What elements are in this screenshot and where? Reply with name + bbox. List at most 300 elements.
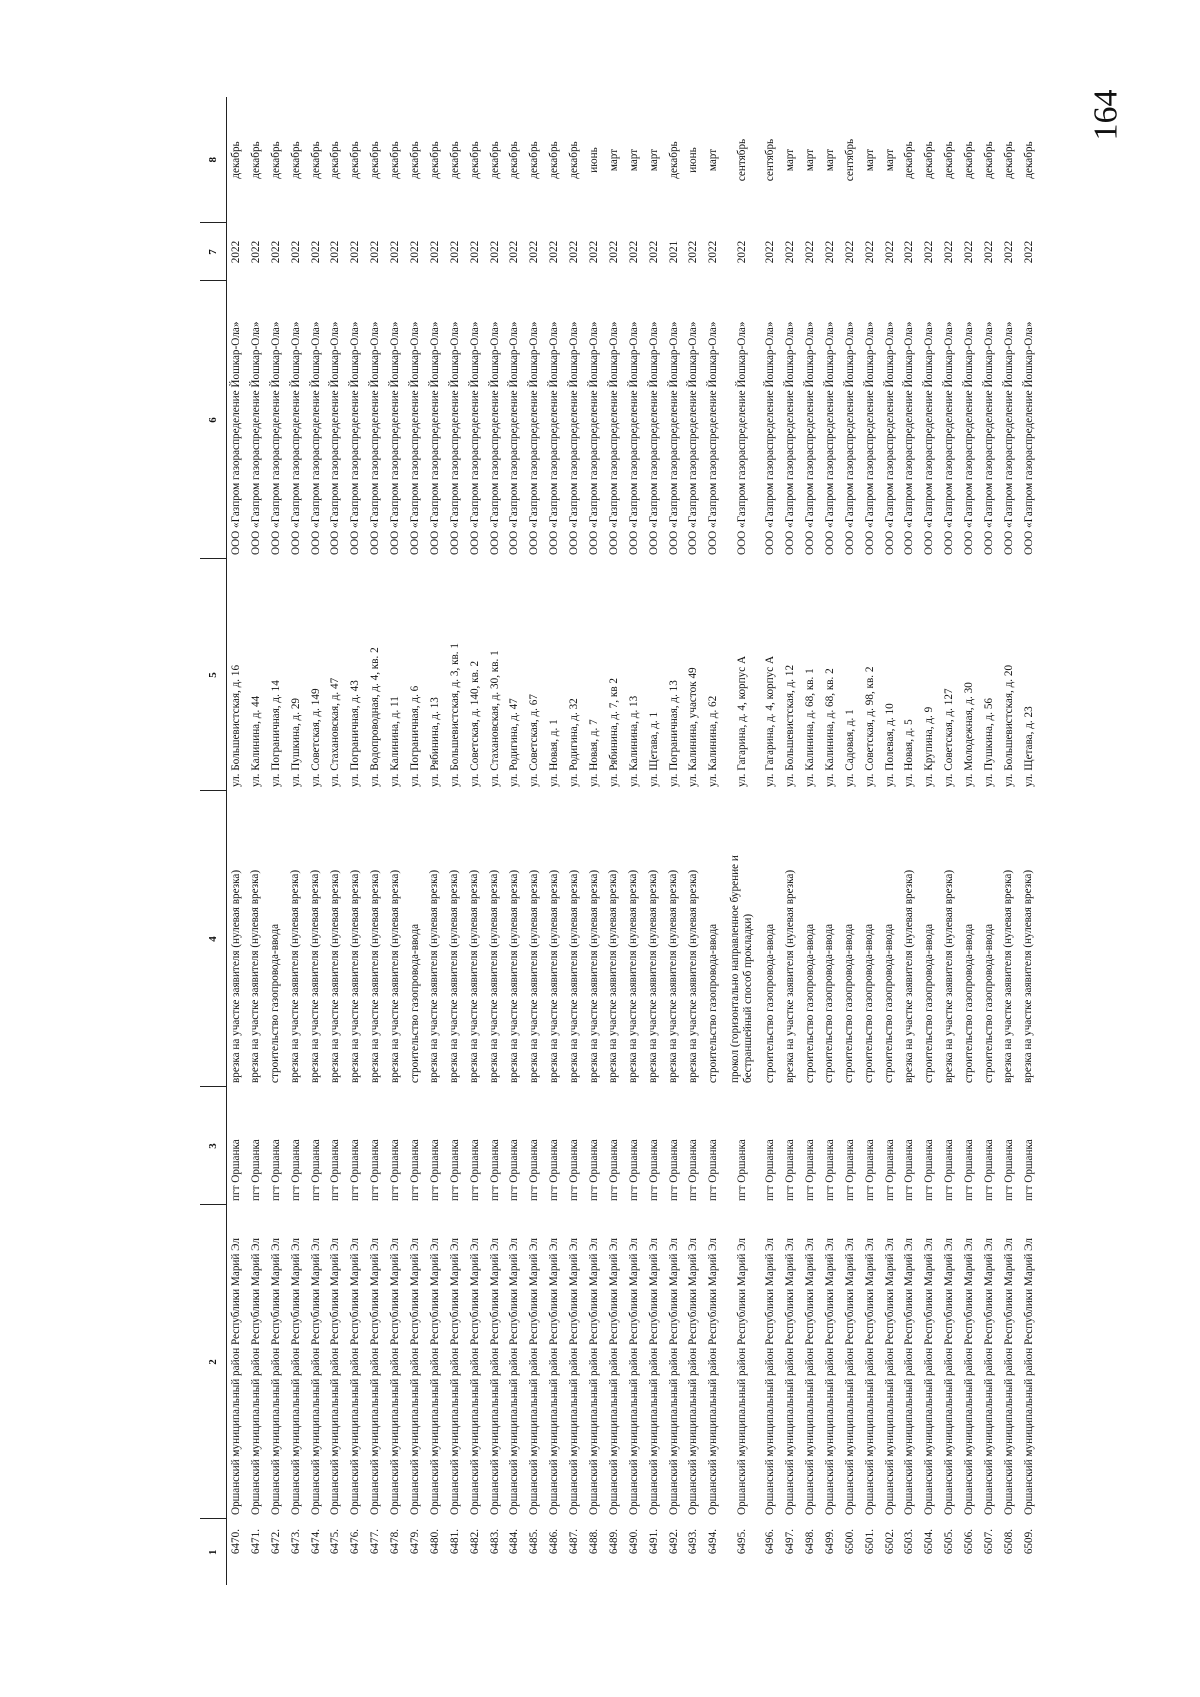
year-cell: 2022	[349, 240, 362, 264]
municipal-district-cell: Оршанский муниципальный район Республики Марий Эл	[230, 1238, 243, 1515]
work-type-cell: строительство газопровода-ввода	[408, 923, 421, 1083]
address-cell: ул. Стахановская, д. 47	[329, 677, 342, 787]
municipal-district-cell: Оршанский муниципальный район Республики Марий Эл	[548, 1238, 561, 1515]
address-cell: ул. Пушкина, д. 56	[983, 697, 995, 787]
page-number: 164	[1087, 89, 1125, 141]
municipal-district-cell: Оршанский муниципальный район Республики Марий Эл	[647, 1238, 660, 1515]
year-cell: 2022	[764, 240, 777, 264]
year-cell: 2022	[508, 240, 521, 264]
month-cell: декабрь	[983, 141, 995, 179]
municipal-district-cell: Оршанский муниципальный район Республики Марий Эл	[448, 1238, 461, 1515]
month-cell: декабрь	[448, 141, 461, 179]
organization-cell: ООО «Газпром газораспределение Йошкар-Ола»	[548, 321, 561, 555]
settlement-cell: пгт Оршанка	[269, 1139, 282, 1201]
month-cell: декабрь	[963, 141, 976, 179]
work-type-cell: врезка на участке заявителя (нулевая врезка)	[368, 869, 381, 1083]
address-cell: ул. Большевистская, д. 16	[230, 664, 243, 787]
municipal-district-cell: Оршанский муниципальный район Республики Марий Эл	[883, 1238, 896, 1515]
table-row	[860, 97, 880, 1585]
table-row	[405, 97, 425, 1585]
work-type-cell: врезка на участке заявителя (нулевая врезка)	[488, 869, 501, 1083]
table-row	[286, 97, 306, 1585]
row-number-cell: 6493.	[687, 1529, 700, 1555]
table-row	[939, 97, 959, 1585]
year-cell: 2022	[883, 240, 896, 264]
row-number-cell: 6484.	[508, 1529, 521, 1555]
table-row	[919, 97, 939, 1585]
organization-cell: ООО «Газпром газораспределение Йошкар-Ола»	[408, 321, 421, 555]
address-cell: ул. Калинина, д. 68, кв. 2	[823, 668, 836, 787]
work-type-cell: врезка на участке заявителя (нулевая врезка)	[686, 869, 699, 1083]
municipal-district-cell: Оршанский муниципальный район Республики Марий Эл	[528, 1238, 541, 1515]
address-cell: ул. Большевистская, д. 20	[1002, 664, 1015, 787]
month-cell: декабрь	[289, 141, 302, 179]
month-cell: декабрь	[903, 141, 916, 179]
row-number-cell: 6479.	[408, 1529, 421, 1555]
address-cell: ул. Калинина, д. 13	[627, 695, 640, 787]
organization-cell: ООО «Газпром газораспределение Йошкар-Ола»	[943, 321, 956, 555]
month-cell: март	[863, 148, 876, 172]
organization-cell: ООО «Газпром газораспределение Йошкар-Ола»	[843, 321, 856, 555]
address-cell: ул. Рябинина, д. 7, кв 2	[607, 677, 620, 787]
organization-cell: ООО «Газпром газораспределение Йошкар-Ола»	[428, 321, 441, 555]
row-number-cell: 6482.	[468, 1529, 481, 1555]
settlement-cell: пгт Оршанка	[843, 1139, 856, 1201]
settlement-cell: пгт Оршанка	[408, 1139, 421, 1201]
organization-cell: ООО «Газпром газораспределение Йошкар-Ола»	[607, 321, 620, 555]
month-cell: декабрь	[548, 141, 561, 179]
month-cell: июнь	[687, 147, 700, 173]
column-header-5: 5	[200, 559, 226, 791]
work-type-cell: строительство газопровода-ввода	[962, 923, 975, 1083]
municipal-district-cell: Оршанский муниципальный район Республики Марий Эл	[349, 1238, 362, 1515]
month-cell: декабрь	[230, 141, 243, 179]
address-cell: ул. Пограничная, д. 14	[269, 680, 282, 787]
organization-cell: ООО «Газпром газораспределение Йошкар-Ола»	[587, 321, 600, 555]
work-type-cell: врезка на участке заявителя (нулевая врезка)	[1022, 869, 1035, 1083]
address-cell: ул. Советская, д. 149	[309, 688, 322, 787]
rotated-table-container	[200, 97, 1200, 1585]
settlement-cell: пгт Оршанка	[983, 1139, 995, 1201]
address-cell: ул. Щетава, д. 23	[1022, 706, 1035, 787]
organization-cell: ООО «Газпром газораспределение Йошкар-Ола»	[349, 321, 362, 555]
month-cell: март	[883, 148, 896, 172]
municipal-district-cell: Оршанский муниципальный район Республики Марий Эл	[627, 1238, 640, 1515]
table-row	[703, 97, 723, 1585]
organization-cell: ООО «Газпром газораспределение Йошкар-Ола»	[687, 321, 700, 555]
address-cell: ул. Советская, д. 98, кв. 2	[863, 666, 876, 787]
settlement-cell: пгт Оршанка	[627, 1139, 640, 1201]
month-cell: декабрь	[349, 141, 362, 179]
address-cell: ул. Молодежная, д. 30	[963, 682, 976, 787]
table-row	[445, 97, 465, 1585]
address-cell: ул. Родигина, д. 32	[568, 698, 581, 787]
year-cell: 2022	[863, 240, 876, 264]
column-header-4: 4	[200, 791, 226, 1087]
municipal-district-cell: Оршанский муниципальный район Республики Марий Эл	[587, 1238, 600, 1515]
year-cell: 2022	[1022, 240, 1035, 264]
row-number-cell: 6494.	[707, 1529, 720, 1555]
organization-cell: ООО «Газпром газораспределение Йошкар-Ола»	[707, 321, 720, 555]
organization-cell: ООО «Газпром газораспределение Йошкар-Ола»	[923, 321, 936, 555]
year-cell: 2022	[448, 240, 461, 264]
table-row	[425, 97, 445, 1585]
month-cell: декабрь	[667, 141, 680, 179]
row-number-cell: 6475.	[329, 1529, 342, 1555]
row-number-cell: 6486.	[548, 1529, 561, 1555]
municipal-district-cell: Оршанский муниципальный район Республики Марий Эл	[923, 1238, 936, 1515]
settlement-cell: пгт Оршанка	[963, 1139, 976, 1201]
month-cell: март	[803, 148, 816, 172]
work-type-cell: строительство газопровода-ввода	[763, 923, 776, 1083]
table-row	[800, 97, 820, 1585]
municipal-district-cell: Оршанский муниципальный район Республики Марий Эл	[269, 1238, 282, 1515]
settlement-cell: пгт Оршанка	[468, 1139, 481, 1201]
organization-cell: ООО «Газпром газораспределение Йошкар-Ола»	[784, 321, 797, 555]
settlement-cell: пгт Оршанка	[707, 1139, 720, 1201]
municipal-district-cell: Оршанский муниципальный район Республики Марий Эл	[508, 1238, 521, 1515]
address-cell: ул. Советская, д. 67	[528, 694, 541, 787]
settlement-cell: пгт Оршанка	[1002, 1139, 1015, 1201]
settlement-cell: пгт Оршанка	[488, 1139, 501, 1201]
organization-cell: ООО «Газпром газораспределение Йошкар-Ола»	[627, 321, 640, 555]
address-cell: ул. Большевистская, д. 12	[784, 664, 797, 787]
organization-cell: ООО «Газпром газораспределение Йошкар-Ола»	[823, 321, 836, 555]
settlement-cell: пгт Оршанка	[548, 1139, 561, 1201]
month-cell: декабрь	[428, 141, 441, 179]
year-cell: 2022	[843, 240, 856, 264]
month-cell: декабрь	[528, 141, 541, 179]
month-cell: декабрь	[389, 141, 402, 179]
work-type-cell: врезка на участке заявителя (нулевая врезка)	[309, 869, 322, 1083]
year-cell: 2022	[309, 240, 322, 264]
year-cell: 2022	[568, 240, 581, 264]
work-type-cell: врезка на участке заявителя (нулевая врезка)	[627, 869, 640, 1083]
settlement-cell: пгт Оршанка	[309, 1139, 322, 1201]
table-row	[820, 97, 840, 1585]
work-type-cell: врезка на участке заявителя (нулевая врезка)	[507, 869, 520, 1083]
work-type-cell: строительство газопровода-ввода	[843, 923, 856, 1083]
address-cell: ул. Калинина, д. 44	[249, 695, 262, 787]
municipal-district-cell: Оршанский муниципальный район Республики Марий Эл	[803, 1238, 816, 1515]
organization-cell: ООО «Газпром газораспределение Йошкар-Ола»	[369, 321, 382, 555]
address-cell: ул. Пушкина, д. 29	[289, 697, 302, 787]
settlement-cell: пгт Оршанка	[1022, 1139, 1035, 1201]
month-cell: март	[607, 148, 620, 172]
month-cell: декабрь	[1022, 141, 1035, 179]
row-number-cell: 6490.	[627, 1529, 640, 1555]
settlement-cell: пгт Оршанка	[883, 1139, 896, 1201]
row-number-cell: 6497.	[784, 1529, 797, 1555]
settlement-cell: пгт Оршанка	[230, 1139, 243, 1201]
municipal-district-cell: Оршанский муниципальный район Республики Марий Эл	[369, 1238, 382, 1515]
table-row	[584, 97, 604, 1585]
settlement-cell: пгт Оршанка	[784, 1139, 797, 1201]
organization-cell: ООО «Газпром газораспределение Йошкар-Ола»	[883, 321, 896, 555]
municipal-district-cell: Оршанский муниципальный район Республики Марий Эл	[707, 1238, 720, 1515]
organization-cell: ООО «Газпром газораспределение Йошкар-Ола»	[963, 321, 976, 555]
row-number-cell: 6496.	[764, 1529, 777, 1555]
row-number-cell: 6503.	[903, 1529, 916, 1555]
organization-cell: ООО «Газпром газораспределение Йошкар-Ола»	[230, 321, 243, 555]
row-number-cell: 6501.	[863, 1529, 876, 1555]
settlement-cell: пгт Оршанка	[764, 1139, 777, 1201]
settlement-cell: пгт Оршанка	[508, 1139, 521, 1201]
municipal-district-cell: Оршанский муниципальный район Республики Марий Эл	[309, 1238, 322, 1515]
municipal-district-cell: Оршанский муниципальный район Республики Марий Эл	[764, 1238, 777, 1515]
municipal-district-cell: Оршанский муниципальный район Республики Марий Эл	[903, 1238, 916, 1515]
table-row	[624, 97, 644, 1585]
year-cell: 2022	[707, 240, 720, 264]
table-row	[959, 97, 979, 1585]
row-number-cell: 6504.	[923, 1529, 936, 1555]
municipal-district-cell: Оршанский муниципальный район Республики Марий Эл	[1022, 1238, 1035, 1515]
row-number-cell: 6485.	[528, 1529, 541, 1555]
row-number-cell: 6473.	[289, 1529, 302, 1555]
settlement-cell: пгт Оршанка	[369, 1139, 382, 1201]
settlement-cell: пгт Оршанка	[803, 1139, 816, 1201]
year-cell: 2022	[607, 240, 620, 264]
address-cell: ул. Большевистская, д. 3, кв. 1	[448, 643, 461, 787]
month-cell: декабрь	[488, 141, 501, 179]
row-number-cell: 6506.	[963, 1529, 976, 1555]
work-type-cell: врезка на участке заявителя (нулевая врезка)	[783, 869, 796, 1083]
table-row	[979, 97, 999, 1585]
year-cell: 2021	[667, 240, 680, 264]
municipal-district-cell: Оршанский муниципальный район Республики Марий Эл	[389, 1238, 402, 1515]
row-number-cell: 6500.	[843, 1529, 856, 1555]
row-number-cell: 6478.	[389, 1529, 402, 1555]
organization-cell: ООО «Газпром газораспределение Йошкар-Ола»	[903, 321, 916, 555]
month-cell: декабрь	[269, 141, 282, 179]
settlement-cell: пгт Оршанка	[607, 1139, 620, 1201]
year-cell: 2022	[803, 240, 816, 264]
municipal-district-cell: Оршанский муниципальный район Республики Марий Эл	[963, 1238, 976, 1515]
municipal-district-cell: Оршанский муниципальный район Республики Марий Эл	[468, 1238, 481, 1515]
address-cell: ул. Родигина, д. 47	[508, 698, 521, 787]
year-cell: 2022	[823, 240, 836, 264]
table-row	[365, 97, 385, 1585]
address-cell: ул. Пограничная, д. 6	[408, 685, 421, 787]
table-row	[226, 97, 246, 1585]
organization-cell: ООО «Газпром газораспределение Йошкар-Ола»	[329, 321, 342, 555]
address-cell: ул. Крупина, д. 9	[923, 706, 936, 787]
settlement-cell: пгт Оршанка	[943, 1139, 956, 1201]
table-row	[306, 97, 326, 1585]
work-type-cell: врезка на участке заявителя (нулевая врезка)	[942, 869, 955, 1083]
table-row	[664, 97, 684, 1585]
row-number-cell: 6507.	[983, 1529, 995, 1555]
organization-cell: ООО «Газпром газораспределение Йошкар-Ола»	[269, 321, 282, 555]
work-type-cell: прокол (горизонтально направленное бурение и бестраншейный способ прокладки)	[728, 855, 754, 1083]
month-cell: март	[647, 148, 660, 172]
month-cell: март	[784, 148, 797, 172]
table-row	[840, 97, 860, 1585]
organization-cell: ООО «Газпром газораспределение Йошкар-Ола»	[764, 321, 777, 555]
table-row	[604, 97, 624, 1585]
year-cell: 2022	[943, 240, 956, 264]
work-type-cell: врезка на участке заявителя (нулевая врезка)	[249, 869, 262, 1083]
month-cell: декабрь	[468, 141, 481, 179]
row-number-cell: 6477.	[369, 1529, 382, 1555]
work-type-cell: врезка на участке заявителя (нулевая врезка)	[348, 869, 361, 1083]
year-cell: 2022	[548, 240, 561, 264]
work-type-cell: врезка на участке заявителя (нулевая врезка)	[667, 869, 680, 1083]
organization-cell: ООО «Газпром газораспределение Йошкар-Ола»	[1022, 321, 1035, 555]
row-number-cell: 6509.	[1022, 1529, 1035, 1555]
organization-cell: ООО «Газпром газораспределение Йошкар-Ола»	[389, 321, 402, 555]
settlement-cell: пгт Оршанка	[448, 1139, 461, 1201]
table-row	[1019, 97, 1039, 1585]
settlement-cell: пгт Оршанка	[687, 1139, 700, 1201]
address-cell: ул. Новая, д. 5	[903, 719, 916, 787]
year-cell: 2022	[249, 240, 262, 264]
work-type-cell: врезка на участке заявителя (нулевая врезка)	[567, 869, 580, 1083]
settlement-cell: пгт Оршанка	[923, 1139, 936, 1201]
year-cell: 2022	[289, 240, 302, 264]
municipal-district-cell: Оршанский муниципальный район Республики Марий Эл	[823, 1238, 836, 1515]
year-cell: 2022	[983, 240, 995, 264]
address-cell: ул. Гагарина, д. 4, корпус А	[735, 655, 748, 787]
municipal-district-cell: Оршанский муниципальный район Республики Марий Эл	[408, 1238, 421, 1515]
table-row	[760, 97, 780, 1585]
organization-cell: ООО «Газпром газораспределение Йошкар-Ола»	[309, 321, 322, 555]
address-cell: ул. Щетава, д. 1	[647, 711, 660, 787]
year-cell: 2022	[468, 240, 481, 264]
work-type-cell: врезка на участке заявителя (нулевая врезка)	[448, 869, 461, 1083]
organization-cell: ООО «Газпром газораспределение Йошкар-Ола»	[508, 321, 521, 555]
municipal-district-cell: Оршанский муниципальный район Республики Марий Эл	[488, 1238, 501, 1515]
organization-cell: ООО «Газпром газораспределение Йошкар-Ола»	[983, 321, 995, 555]
address-cell: ул. Советская, д. 140, кв. 2	[468, 660, 481, 787]
settlement-cell: пгт Оршанка	[903, 1139, 916, 1201]
month-cell: декабрь	[329, 141, 342, 179]
work-type-cell: врезка на участке заявителя (нулевая врезка)	[229, 869, 242, 1083]
table-row	[485, 97, 505, 1585]
row-number-cell: 6487.	[568, 1529, 581, 1555]
address-cell: ул. Стахановская, д. 30, кв. 1	[488, 650, 501, 787]
work-type-cell: врезка на участке заявителя (нулевая врезка)	[428, 869, 441, 1083]
row-number-cell: 6499.	[823, 1529, 836, 1555]
organization-cell: ООО «Газпром газораспределение Йошкар-Ола»	[488, 321, 501, 555]
column-number-header	[200, 97, 226, 1585]
table-row	[900, 97, 920, 1585]
organization-cell: ООО «Газпром газораспределение Йошкар-Ола»	[468, 321, 481, 555]
organization-cell: ООО «Газпром газораспределение Йошкар-Ола»	[863, 321, 876, 555]
column-header-1: 1	[200, 1519, 226, 1585]
table-row	[880, 97, 900, 1585]
organization-cell: ООО «Газпром газораспределение Йошкар-Ола»	[568, 321, 581, 555]
month-cell: сентябрь	[764, 138, 777, 182]
year-cell: 2022	[408, 240, 421, 264]
month-cell: декабрь	[249, 141, 262, 179]
month-cell: сентябрь	[735, 138, 748, 182]
column-header-2: 2	[200, 1205, 226, 1519]
year-cell: 2022	[587, 240, 600, 264]
year-cell: 2022	[389, 240, 402, 264]
table-row	[345, 97, 365, 1585]
column-header-8: 8	[200, 97, 226, 223]
municipal-district-cell: Оршанский муниципальный район Республики Марий Эл	[568, 1238, 581, 1515]
table-row	[683, 97, 703, 1585]
settlement-cell: пгт Оршанка	[249, 1139, 262, 1201]
row-number-cell: 6476.	[349, 1529, 362, 1555]
work-type-cell: врезка на участке заявителя (нулевая врезка)	[607, 869, 620, 1083]
municipal-district-cell: Оршанский муниципальный район Республики Марий Эл	[1002, 1238, 1015, 1515]
work-type-cell: строительство газопровода-ввода	[823, 923, 836, 1083]
month-cell: декабрь	[943, 141, 956, 179]
work-type-cell: врезка на участке заявителя (нулевая врезка)	[388, 869, 401, 1083]
municipal-district-cell: Оршанский муниципальный район Республики Марий Эл	[428, 1238, 441, 1515]
table-row	[325, 97, 345, 1585]
table-row	[385, 97, 405, 1585]
month-cell: декабрь	[508, 141, 521, 179]
year-cell: 2022	[784, 240, 797, 264]
organization-cell: ООО «Газпром газораспределение Йошкар-Ола»	[647, 321, 660, 555]
municipal-district-cell: Оршанский муниципальный район Республики Марий Эл	[784, 1238, 797, 1515]
year-cell: 2022	[428, 240, 441, 264]
organization-cell: ООО «Газпром газораспределение Йошкар-Ола»	[249, 321, 262, 555]
work-type-cell: врезка на участке заявителя (нулевая врезка)	[647, 869, 660, 1083]
address-cell: ул. Полевая, д. 10	[883, 703, 896, 787]
address-cell: ул. Рябинина, д. 13	[428, 697, 441, 787]
address-cell: ул. Калинина, д. 62	[707, 695, 720, 787]
organization-cell: ООО «Газпром газораспределение Йошкар-Ола»	[803, 321, 816, 555]
settlement-cell: пгт Оршанка	[568, 1139, 581, 1201]
municipal-district-cell: Оршанский муниципальный район Республики Марий Эл	[667, 1238, 680, 1515]
work-type-cell: врезка на участке заявителя (нулевая врезка)	[289, 869, 302, 1083]
row-number-cell: 6498.	[803, 1529, 816, 1555]
table-row	[564, 97, 584, 1585]
organization-cell: ООО «Газпром газораспределение Йошкар-Ола»	[1002, 321, 1015, 555]
settlement-cell: пгт Оршанка	[389, 1139, 402, 1201]
year-cell: 2022	[903, 240, 916, 264]
year-cell: 2022	[230, 240, 243, 264]
table-row	[504, 97, 524, 1585]
work-type-cell: строительство газопровода-ввода	[922, 923, 935, 1083]
settlement-cell: пгт Оршанка	[329, 1139, 342, 1201]
municipal-district-cell: Оршанский муниципальный район Республики Марий Эл	[843, 1238, 856, 1515]
address-cell: ул. Водопроводная, д. 4, кв. 2	[369, 647, 382, 787]
month-cell: декабрь	[408, 141, 421, 179]
municipal-district-cell: Оршанский муниципальный район Республики Марий Эл	[943, 1238, 956, 1515]
year-cell: 2022	[528, 240, 541, 264]
settlement-cell: пгт Оршанка	[735, 1139, 748, 1201]
row-number-cell: 6470.	[230, 1529, 243, 1555]
year-cell: 2022	[329, 240, 342, 264]
year-cell: 2022	[1002, 240, 1015, 264]
work-type-cell: врезка на участке заявителя (нулевая врезка)	[527, 869, 540, 1083]
row-number-cell: 6483.	[488, 1529, 501, 1555]
month-cell: март	[707, 148, 720, 172]
row-number-cell: 6502.	[883, 1529, 896, 1555]
row-number-cell: 6489.	[607, 1529, 620, 1555]
column-header-7: 7	[200, 223, 226, 281]
row-number-cell: 6480.	[428, 1529, 441, 1555]
month-cell: сентябрь	[843, 138, 856, 182]
organization-cell: ООО «Газпром газораспределение Йошкар-Ола»	[528, 321, 541, 555]
row-number-cell: 6488.	[587, 1529, 600, 1555]
work-type-cell: врезка на участке заявителя (нулевая врезка)	[587, 869, 600, 1083]
row-number-cell: 6491.	[647, 1529, 660, 1555]
row-number-cell: 6495.	[735, 1529, 748, 1555]
work-type-cell: врезка на участке заявителя (нулевая врезка)	[1002, 869, 1015, 1083]
month-cell: декабрь	[309, 141, 322, 179]
address-cell: ул. Садовая, д. 1	[843, 709, 856, 787]
year-cell: 2022	[923, 240, 936, 264]
address-cell: ул. Новая, д. 1	[548, 719, 561, 787]
year-cell: 2022	[963, 240, 976, 264]
